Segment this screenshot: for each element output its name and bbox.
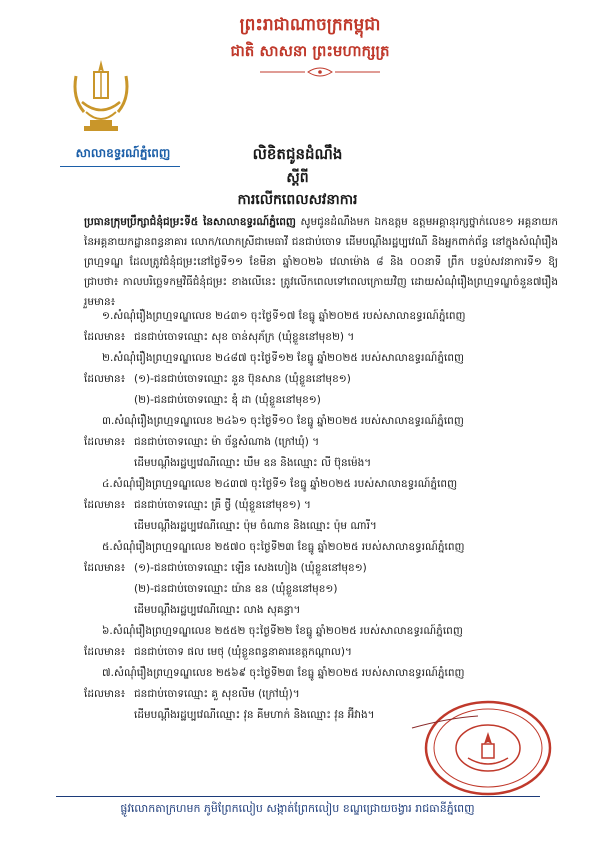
case-party-line: ដើមបណ្តឹងរដ្ឋប្បវេណីឈ្មោះ លាង សុគន្ធា។: [134, 604, 301, 616]
case-item: [84, 621, 558, 663]
case-party-line: (១)-ជនជាប់ចោទឈ្មោះ ឡើន សេងហៀង (ឃុំខ្លួននៅមុខ១): [134, 562, 367, 574]
case-party-label: ដែលមាន៖: [84, 331, 126, 343]
kingdom-title: ព្រះរាជាណាចក្រកម្ពុជា: [239, 15, 381, 35]
case-list: [84, 306, 558, 726]
case-party-line: ដើមបណ្តឹងរដ្ឋប្បវេណីឈ្មោះ វុន គីមហាក់ និងឈ្មោះ វុន អ៊ីវាង។: [134, 709, 375, 721]
case-item: [84, 474, 558, 537]
national-motto: ជាតិ សាសនា ព្រះមហាក្សត្រ: [230, 42, 390, 60]
court-emblem-icon: [70, 56, 132, 134]
intro-body: សូមជូនដំណឹងមក ឯកឧត្តម ឧត្តមអគ្គានុរក្សថ្នាក់លេខ១ អគ្គនាយកនៃអគ្គនាយកដ្ឋានពន្ធនាគារ លោក/លោកស្រីជាមេធាវី ជនជាប់ចោទ ដើមបណ្តឹងរដ្ឋប្បវេណី និងអ្នកពាក់ព័ន្ធ នៅក្នុងសំណុំរឿងព្រហ្មទណ្ឌ ដែលត្រូវជំនុំជម្រះនៅថ្ងៃទី១១ ខែមីនា ឆ្នាំ២០២៦ វេលាម៉ោង ៨ និង ០០នាទី ព្រឹក បន្ទប់សវនាការទី១ ឱ្យជ្រាបថា៖ កាលបរិច្ឆេទកម្មវិធីជំនុំជម្រះ ខាងលើនេះ ត្រូវលើកពេលទៅពេលក្រោយវិញ ដោយសំណុំរឿងព្រហ្មទណ្ឌចំនួន៧រឿង រួមមាន៖: [84, 216, 558, 308]
case-party-line: ដើមបណ្តឹងរដ្ឋប្បវេណីឈ្មោះ ឃឹម ឧន និងឈ្មោះ លី ប៊ុនម៉េង។: [134, 457, 372, 469]
case-party-row: [84, 432, 558, 453]
case-party-label: ដែលមាន៖: [84, 646, 126, 658]
case-party-line: ជនជាប់ចោទឈ្មោះ គួ សុខលីម (ក្រៅឃុំ)។: [134, 688, 300, 700]
official-seal-icon: [408, 688, 560, 798]
case-party-line: (២)-ជនជាប់ចោទឈ្មោះ ឌុំ ដា (ឃុំខ្លួននៅមុខ១): [134, 394, 321, 406]
case-heading: ២.សំណុំរឿងព្រហ្មទណ្ឌលេខ ២៤៨៧ ចុះថ្ងៃទី១២ ខែធ្នូ ឆ្នាំ២០២៥ របស់សាលាឧទ្ធរណ៍ភ្នំពេញ: [102, 352, 464, 364]
notice-subject-label: ស្តីពី: [286, 170, 309, 186]
case-heading: ៧.សំណុំរឿងព្រហ្មទណ្ឌលេខ ២៥៦៩ ចុះថ្ងៃទី២៣ ខែធ្នូ ឆ្នាំ២០២៥ របស់សាលាឧទ្ធរណ៍ភ្នំពេញ: [102, 667, 465, 679]
case-item: [84, 411, 558, 474]
footer-address: ផ្លូវលោកតាក្រហមក ភូមិព្រែកលៀប សង្កាត់ព្រែកលៀប ខណ្ឌជ្រោយចង្វារ រាជធានីភ្នំពេញ: [120, 802, 475, 815]
case-party-line: ជនជាប់ចោទឈ្មោះ សុខ ចាន់សុភ័ក្រ (ឃុំខ្លួននៅមុខ២) ។: [134, 331, 355, 343]
case-party-label: ដែលមាន៖: [84, 436, 126, 448]
case-item: [84, 348, 558, 411]
case-party-row: [84, 495, 558, 516]
case-item: [84, 306, 558, 348]
case-party-label: ដែលមាន៖: [84, 373, 126, 385]
ornament-divider: [220, 66, 420, 78]
case-heading: ៣.សំណុំរឿងព្រហ្មទណ្ឌលេខ ២៤៦១ ចុះថ្ងៃទី១០ ខែធ្នូ ឆ្នាំ២០២៥ របស់សាលាឧទ្ធរណ៍ភ្នំពេញ: [102, 415, 464, 427]
court-name: សាលាឧទ្ធរណ៍ភ្នំពេញ: [75, 146, 171, 160]
case-party-line: ជនជាប់ចោទឈ្មោះ ម៉ា ច័ន្ទសំណាង (ក្រៅឃុំ) ។: [134, 436, 320, 448]
case-party-row: [84, 327, 558, 348]
case-heading: ១.សំណុំរឿងព្រហ្មទណ្ឌលេខ ២៤៣១ ចុះថ្ងៃទី១៧ ខែធ្នូ ឆ្នាំ២០២៥ របស់សាលាឧទ្ធរណ៍ភ្នំពេញ: [102, 310, 466, 322]
case-party-row: [84, 642, 558, 663]
case-party-line: ជនជាប់ចោទឈ្មោះ គ្រី ថ្វី (ឃុំខ្លួននៅមុខ១) ។: [134, 499, 311, 511]
case-party-label: ដែលមាន៖: [84, 499, 126, 511]
case-party-label: ដែលមាន៖: [84, 688, 126, 700]
case-party-line: (១)-ជនជាប់ចោទឈ្មោះ នួន ប៊ុនសាន (ឃុំខ្លួននៅមុខ១): [134, 373, 351, 385]
case-party-row: [84, 558, 558, 579]
case-heading: ៦.សំណុំរឿងព្រហ្មទណ្ឌលេខ ២៥៥២ ចុះថ្ងៃទី២២ ខែធ្នូ ឆ្នាំ២០២៥ របស់សាលាឧទ្ធរណ៍ភ្នំពេញ: [102, 625, 463, 637]
intro-sender: ប្រធានក្រុមប្រឹក្សាជំនុំជម្រះទី៥ នៃសាលាឧទ្ធរណ៍ភ្នំពេញ: [84, 216, 296, 228]
notice-title: លិខិតជូនដំណឹង: [252, 145, 343, 163]
case-party-label: ដែលមាន៖: [84, 562, 126, 574]
footer-divider: [56, 796, 540, 797]
case-party-line: (២)-ជនជាប់ចោទឈ្មោះ យ៉ាន ឧន (ឃុំខ្លួននៅមុខ១): [134, 583, 338, 595]
notice-subject: ការលើកពេលសវនាការ: [237, 192, 358, 208]
case-heading: ៥.សំណុំរឿងព្រហ្មទណ្ឌលេខ ២៥៧០ ចុះថ្ងៃទី២៣ ខែធ្នូ ឆ្នាំ២០២៥ របស់សាលាឧទ្ធរណ៍ភ្នំពេញ: [102, 541, 465, 553]
case-party-line: ជនជាប់ចោទ ផល មេថុ (ឃុំខ្លួនពន្ធនាគារខេត្តកណ្តាល)។: [134, 646, 352, 658]
intro-paragraph: [84, 212, 558, 312]
case-item: [84, 537, 558, 621]
case-party-line: ដើមបណ្តឹងរដ្ឋប្បវេណីឈ្មោះ ប៉ុម ចំណាន និងឈ្មោះ ប៉ុម ណារី។: [134, 520, 377, 532]
case-heading: ៤.សំណុំរឿងព្រហ្មទណ្ឌលេខ ២៤៣៧ ចុះថ្ងៃទី១ ខែធ្នូ ឆ្នាំ២០២៥ របស់សាលាឧទ្ធរណ៍ភ្នំពេញ: [102, 478, 458, 490]
case-party-row: [84, 369, 558, 390]
